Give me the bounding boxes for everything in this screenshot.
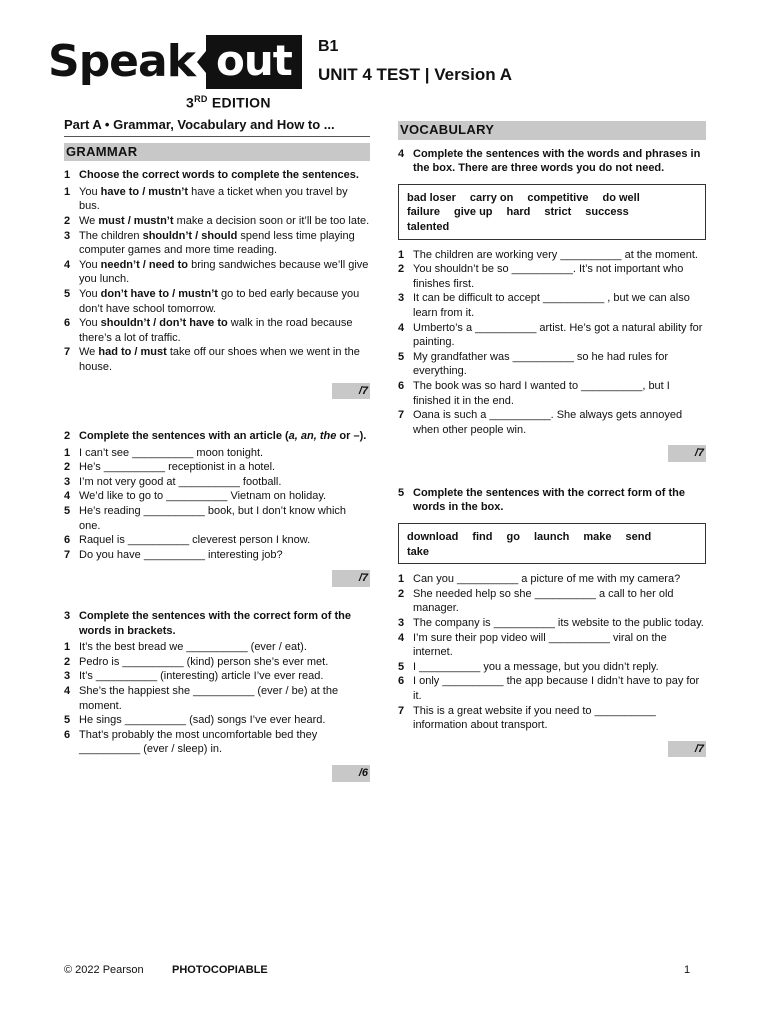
item-text-start: The children (79, 229, 143, 242)
item-number: 2 (398, 263, 405, 276)
list-item (398, 408, 706, 437)
item-text[interactable]: The children are working very __________ at the moment. (413, 248, 698, 261)
item-text[interactable]: Can you __________ a picture of me with my camera? (413, 573, 681, 586)
item-number: 5 (64, 714, 71, 727)
exercise-instruction: 3 Complete the sentences with the correct form of the words in brackets. (64, 610, 351, 637)
item-number: 2 (398, 587, 405, 600)
list-item (398, 631, 706, 660)
item-number: 2 (64, 655, 71, 668)
item-text[interactable]: It’s the best bread we __________ (ever / eat). (79, 641, 307, 654)
score-box[interactable]: /6 (332, 765, 370, 782)
item-number: 2 (64, 461, 71, 474)
answer-choice[interactable]: shouldn’t / don’t have to (100, 317, 228, 330)
item-number: 1 (64, 446, 71, 459)
item-text[interactable]: He’s reading __________ book, but I don’t know which one. (79, 505, 347, 532)
item-text[interactable]: It can be difficult to accept __________ , but we can also learn from it. (413, 292, 690, 319)
item-number: 5 (64, 287, 71, 300)
box-word: download (407, 531, 459, 544)
part-title: Part A • Grammar, Vocabulary and How to ... (64, 118, 370, 137)
list-item (398, 660, 706, 675)
box-word: carry on (469, 191, 514, 204)
item-text-end: go to bed early because you don’t have school tomorrow. (79, 287, 360, 315)
answer-choice[interactable]: must / mustn’t (98, 214, 174, 227)
logo-arrow-icon (197, 51, 206, 73)
box-word: strict (544, 206, 572, 219)
item-text[interactable]: I can’t see __________ moon tonight. (79, 446, 264, 459)
item-text (79, 214, 370, 229)
item-text-end: take off our shoes when we went in the house. (79, 346, 360, 373)
item-number: 6 (64, 534, 71, 547)
list-item (64, 548, 370, 563)
item-number: 1 (64, 641, 71, 654)
list-item (64, 533, 370, 548)
box-word: hard (506, 206, 531, 219)
left-column (64, 118, 370, 782)
photocopiable-label: PHOTOCOPIABLE (172, 964, 268, 976)
box-word: competitive (527, 191, 589, 204)
item-text[interactable]: Do you have __________ interesting job? (79, 548, 283, 561)
item-number: 4 (64, 258, 71, 271)
box-word: give up (454, 206, 493, 219)
list-item (64, 229, 370, 258)
exercise-3 (64, 609, 370, 782)
answer-choice[interactable]: shouldn’t / should (142, 229, 238, 242)
box-word: bad loser (407, 191, 456, 204)
item-text[interactable]: You shouldn’t be so __________. It’s not important who finishes first. (413, 263, 684, 290)
list-item (64, 640, 370, 655)
list-item (64, 345, 370, 374)
answer-choice[interactable]: needn’t / need to (100, 258, 189, 271)
item-text[interactable]: The book was so hard I wanted to __________, but I finished it in the end. (413, 379, 670, 407)
item-text[interactable]: I’m sure their pop video will __________ viral on the internet. (413, 631, 667, 659)
item-text[interactable]: This is a great website if you need to __________ information about transport. (413, 704, 656, 732)
list-item (64, 728, 370, 757)
item-text-end: spend less time playing computer games and more time reading. (79, 229, 355, 257)
list-item (64, 504, 370, 533)
exercise-instruction: 1 Choose the correct words to complete the sentences. (64, 169, 359, 182)
item-text[interactable]: Pedro is __________ (kind) person she’s ever met. (79, 655, 329, 668)
item-number: 6 (398, 379, 405, 392)
list-item (398, 616, 706, 631)
list-item (398, 379, 706, 408)
item-text-start: We (79, 214, 99, 227)
list-item (64, 258, 370, 287)
item-text[interactable]: That’s probably the most uncomfortable bed they __________ (ever / sleep) in. (79, 728, 318, 756)
item-text[interactable]: Umberto’s a __________ artist. He’s got a natural ability for painting. (413, 321, 703, 349)
item-text[interactable]: The company is __________ its website to the public today. (413, 617, 704, 630)
item-text (79, 185, 370, 214)
box-word: find (472, 531, 493, 544)
right-column (398, 118, 706, 757)
item-number: 7 (398, 704, 405, 717)
item-text[interactable]: I __________ you a message, but you didn’t reply. (413, 660, 659, 673)
item-text-end: bring sandwiches because we’ll give you lunch. (79, 258, 369, 286)
item-number: 3 (398, 292, 405, 305)
edition-label: 3RD EDITION (186, 94, 271, 111)
item-text[interactable]: I only __________ the app because I didn’t have to pay for it. (413, 675, 700, 702)
list-item (64, 713, 370, 728)
item-text[interactable]: We’d like to go to __________ Vietnam on holiday. (79, 490, 327, 503)
box-word: success (585, 206, 629, 219)
item-number: 6 (398, 675, 405, 688)
item-number: 5 (64, 505, 71, 518)
grammar-heading: GRAMMAR (64, 143, 370, 162)
list-item (64, 489, 370, 504)
score-box[interactable]: /7 (668, 445, 706, 462)
item-number: 1 (398, 573, 405, 586)
list-item (64, 287, 370, 316)
item-text-start: We (79, 346, 99, 359)
item-text[interactable]: She’s the happiest she __________ (ever / be) at the moment. (79, 685, 339, 712)
box-word: do well (602, 191, 640, 204)
list-item (398, 704, 706, 733)
page-number: 1 (684, 964, 691, 976)
item-number: 7 (398, 409, 405, 422)
item-text-start: You (79, 287, 101, 300)
item-text-start: You (79, 185, 101, 198)
logo-speak-text: Speak (48, 36, 195, 87)
word-box (398, 184, 706, 240)
word-box (398, 523, 706, 564)
list-item (398, 587, 706, 616)
item-text (79, 258, 370, 287)
exercise-5 (398, 486, 706, 758)
item-text (79, 229, 370, 258)
answer-choice[interactable]: don’t have to / mustn’t (100, 287, 218, 300)
list-item (64, 655, 370, 670)
item-text[interactable]: I’m not very good at __________ football. (79, 475, 282, 488)
list-item (64, 460, 370, 475)
list-item (398, 321, 706, 350)
item-text[interactable]: It’s __________ (interesting) article I’ve ever read. (79, 670, 324, 683)
exercise-4 (398, 147, 706, 462)
item-number: 3 (64, 229, 71, 242)
copyright-text: © 2022 Pearson (64, 964, 144, 976)
score-box[interactable]: /7 (668, 741, 706, 758)
page-title: UNIT 4 TEST | Version A (318, 65, 512, 84)
list-item (64, 316, 370, 345)
exercise-2 (64, 429, 370, 587)
exercise-instruction: 2 Complete the sentences with an article (a, an, the or –). (64, 430, 367, 443)
item-number: 3 (398, 617, 405, 630)
item-number: 4 (64, 685, 71, 697)
item-text-end: walk in the road because there’s a lot of traffic. (79, 317, 353, 344)
item-number: 4 (398, 321, 405, 334)
exercise-1 (64, 168, 370, 399)
item-text[interactable]: She needed help so she __________ a call to her old manager. (413, 587, 674, 615)
item-text[interactable]: My grandfather was __________ so he had rules for everything. (413, 350, 668, 378)
item-text-end: make a decision soon or it’ll be too late. (173, 214, 370, 227)
box-word: make (583, 531, 612, 544)
item-text (79, 316, 370, 345)
item-number: 1 (64, 185, 71, 198)
item-number: 7 (64, 346, 71, 359)
item-number: 1 (398, 248, 405, 261)
box-word: go (506, 531, 520, 544)
vocabulary-heading: VOCABULARY (398, 121, 706, 140)
item-text[interactable]: He’s __________ receptionist in a hotel. (79, 461, 276, 474)
list-item (64, 214, 370, 229)
list-item (398, 572, 706, 587)
speakout-logo (48, 32, 302, 92)
list-item (64, 684, 370, 713)
item-number: 6 (64, 317, 71, 330)
item-number: 5 (398, 660, 405, 673)
box-word: launch (533, 531, 570, 544)
item-number: 7 (64, 548, 71, 561)
list-item (398, 262, 706, 291)
list-item (64, 185, 370, 214)
list-item (398, 350, 706, 379)
exercise-instruction: 5 Complete the sentences with the correct form of the words in the box. (398, 486, 685, 514)
level-label: B1 (318, 38, 339, 55)
item-number: 4 (64, 490, 71, 503)
score-box[interactable]: /7 (332, 383, 370, 400)
answer-choice[interactable]: had to / must (98, 346, 167, 359)
item-number: 3 (64, 670, 71, 683)
item-text-end: have a ticket when you travel by bus. (79, 185, 348, 213)
item-number: 6 (64, 728, 71, 741)
item-text (79, 345, 370, 374)
box-word: take (407, 545, 430, 558)
box-word: send (625, 531, 652, 544)
item-text[interactable]: Oana is such a __________. She always gets annoyed when other people win. (413, 409, 683, 436)
logo-out-text: out (206, 35, 302, 89)
score-box[interactable]: /7 (332, 570, 370, 587)
answer-choice[interactable]: have to / mustn’t (100, 185, 189, 198)
item-text-start: You (79, 317, 101, 330)
list-item (64, 669, 370, 684)
item-number: 4 (398, 631, 405, 644)
list-item (398, 248, 706, 263)
list-item (64, 446, 370, 461)
box-word: failure (407, 206, 441, 219)
item-text[interactable]: Raquel is __________ cleverest person I know. (79, 534, 311, 547)
item-text (79, 287, 370, 316)
item-text[interactable]: He sings __________ (sad) songs I’ve ever heard. (79, 714, 326, 727)
item-text-start: You (79, 258, 101, 271)
list-item (64, 475, 370, 490)
list-item (398, 674, 706, 703)
box-word: talented (407, 220, 450, 233)
exercise-instruction: 4 Complete the sentences with the words and phrases in the box. There are three words you do not need. (398, 147, 701, 175)
item-number: 2 (64, 214, 71, 227)
item-number: 3 (64, 475, 71, 488)
list-item (398, 291, 706, 320)
item-number: 5 (398, 350, 405, 363)
